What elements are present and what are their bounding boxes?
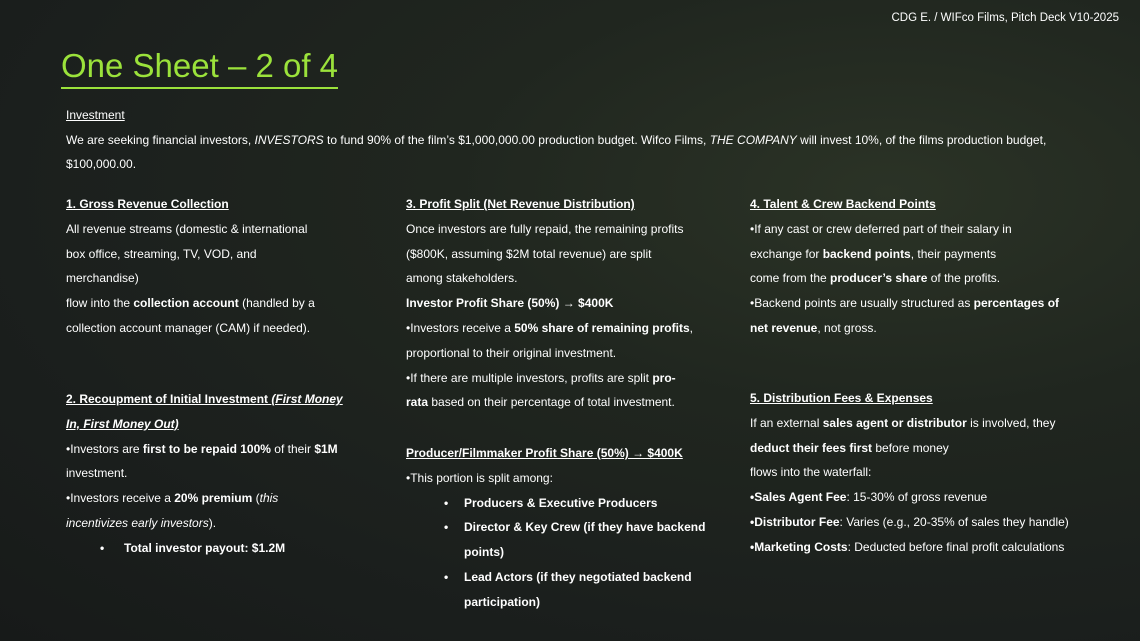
text-span: come from the	[750, 271, 831, 286]
text-line	[750, 242, 1090, 267]
text-italic: this	[259, 491, 279, 506]
text-bold: $1M	[314, 441, 338, 456]
section-heading-cont: In, First Money Out)	[66, 416, 179, 431]
text-span: is involved, they	[966, 415, 1056, 430]
section-heading: 1. Gross Revenue Collection	[66, 197, 229, 211]
text-line: Once investors are fully repaid, the remaining profits	[406, 221, 684, 236]
text-span: of the profits.	[927, 271, 1001, 286]
section-gross-revenue	[66, 192, 366, 341]
text-line	[750, 436, 1090, 461]
investment-heading: Investment	[66, 108, 125, 122]
page-title: One Sheet – 2 of 4	[61, 46, 338, 89]
investment-text-3: will invest 10%, of the films production budget, $100,000.00.	[66, 132, 1047, 171]
text-span: : 15-30% of gross revenue	[846, 490, 988, 505]
text-bold: net revenue	[750, 320, 818, 335]
section-heading	[66, 387, 366, 412]
text-span: (	[252, 491, 260, 506]
text-span: •Backend points are usually structured as	[750, 296, 974, 311]
heading-part: 2. Recoupment of Initial Investment	[66, 392, 272, 406]
text-span: If an external	[750, 415, 823, 430]
text-bold: backend points	[822, 246, 911, 261]
text-span: flow into the	[66, 296, 134, 311]
list-item: • Total investor payout: $1.2M	[66, 536, 366, 561]
section-heading: Producer/Filmmaker Profit Share (50%) → $400K	[406, 446, 683, 460]
text-span: : Varies (e.g., 20-35% of sales they handle)	[839, 514, 1069, 529]
text-bold: •Marketing Costs	[750, 539, 848, 554]
text-bold: 20% premium	[174, 491, 253, 506]
text-span: before money	[872, 440, 949, 455]
text-bold: 50% share of remaining profits	[514, 320, 690, 335]
section-distribution-fees	[750, 386, 1090, 560]
deck-reference: CDG E. / WIFco Films, Pitch Deck V10-2025	[891, 12, 1119, 24]
text-bold: rata	[406, 395, 429, 410]
text-span: ).	[208, 515, 217, 530]
text-line	[750, 291, 1090, 316]
section-producer-share	[406, 441, 711, 615]
section-heading: 4. Talent & Crew Backend Points	[750, 197, 936, 211]
text-line: merchandise)	[66, 271, 139, 286]
investment-section	[66, 103, 1106, 177]
text-line: proportional to their original investment.	[406, 345, 617, 360]
section-profit-split	[406, 192, 711, 415]
text-line	[406, 316, 711, 341]
text-bold: deduct their fees first	[750, 440, 873, 455]
text-span: ,	[689, 320, 693, 335]
investment-em-investors: INVESTORS	[254, 132, 324, 147]
text-span: : Deducted before final profit calculations	[847, 539, 1065, 554]
text-bold: percentages of	[973, 296, 1060, 311]
section-recoupment	[66, 387, 366, 561]
text-line	[66, 511, 366, 536]
text-span: exchange for	[750, 246, 823, 261]
text-span: of their	[270, 441, 315, 456]
text-line: •This portion is split among:	[406, 470, 553, 485]
text-span: •If there are multiple investors, profits are split	[406, 370, 653, 385]
text-line: •If any cast or crew deferred part of their salary in	[750, 221, 1012, 236]
text-span: based on their percentage of total investment.	[428, 395, 675, 410]
text-line	[750, 266, 1090, 291]
text-line	[66, 486, 366, 511]
text-line	[750, 411, 1090, 436]
producer-list	[406, 491, 711, 615]
text-line	[750, 535, 1090, 560]
text-bold: pro-	[652, 370, 676, 385]
text-bold: •Sales Agent Fee	[750, 490, 847, 505]
text-line	[750, 485, 1090, 510]
subheading: Investor Profit Share (50%) → $400K	[406, 296, 614, 311]
text-span: (handled by a	[238, 296, 315, 311]
text-line: flows into the waterfall:	[750, 465, 872, 480]
text-line	[406, 390, 711, 415]
list-item: • Lead Actors (if they negotiated backend participation)	[406, 565, 711, 615]
text-span: , not gross.	[817, 320, 877, 335]
text-bold: first to be repaid 100%	[142, 441, 271, 456]
text-line: All revenue streams (domestic & international	[66, 221, 308, 236]
list-item: • Producers & Executive Producers	[406, 491, 711, 516]
section-heading: 3. Profit Split (Net Revenue Distribution)	[406, 197, 635, 211]
text-line: box office, streaming, TV, VOD, and	[66, 246, 257, 261]
text-line	[66, 291, 366, 316]
investment-text-1: We are seeking financial investors,	[66, 132, 255, 147]
text-line	[406, 366, 711, 391]
list-item: • Director & Key Crew (if they have backend points)	[406, 515, 711, 565]
text-line: collection account manager (CAM) if needed).	[66, 320, 311, 335]
text-span: •Investors receive a	[406, 320, 515, 335]
text-bold: •Distributor Fee	[750, 514, 840, 529]
text-bold: sales agent or distributor	[822, 415, 967, 430]
section-backend-points	[750, 192, 1090, 341]
text-italic: incentivizes early investors	[66, 515, 209, 530]
text-line	[750, 316, 1090, 341]
payout-list	[66, 536, 366, 561]
section-heading: 5. Distribution Fees & Expenses	[750, 391, 933, 405]
text-span: , their payments	[910, 246, 997, 261]
text-line	[750, 510, 1090, 535]
text-bold: collection account	[133, 296, 239, 311]
heading-italic: (First Money	[271, 392, 343, 406]
investment-paragraph	[66, 128, 1106, 177]
investment-em-company: THE COMPANY	[709, 132, 797, 147]
investment-text-2: to fund 90% of the film’s $1,000,000.00 production budget. Wifco Films,	[323, 132, 710, 147]
text-span: •Investors are	[66, 441, 143, 456]
text-line: among stakeholders.	[406, 271, 518, 286]
text-line: ($800K, assuming $2M total revenue) are split	[406, 246, 652, 261]
text-line: investment.	[66, 466, 128, 481]
text-span: •Investors receive a	[66, 491, 175, 506]
text-line	[66, 437, 366, 462]
text-bold: producer’s share	[830, 271, 928, 286]
